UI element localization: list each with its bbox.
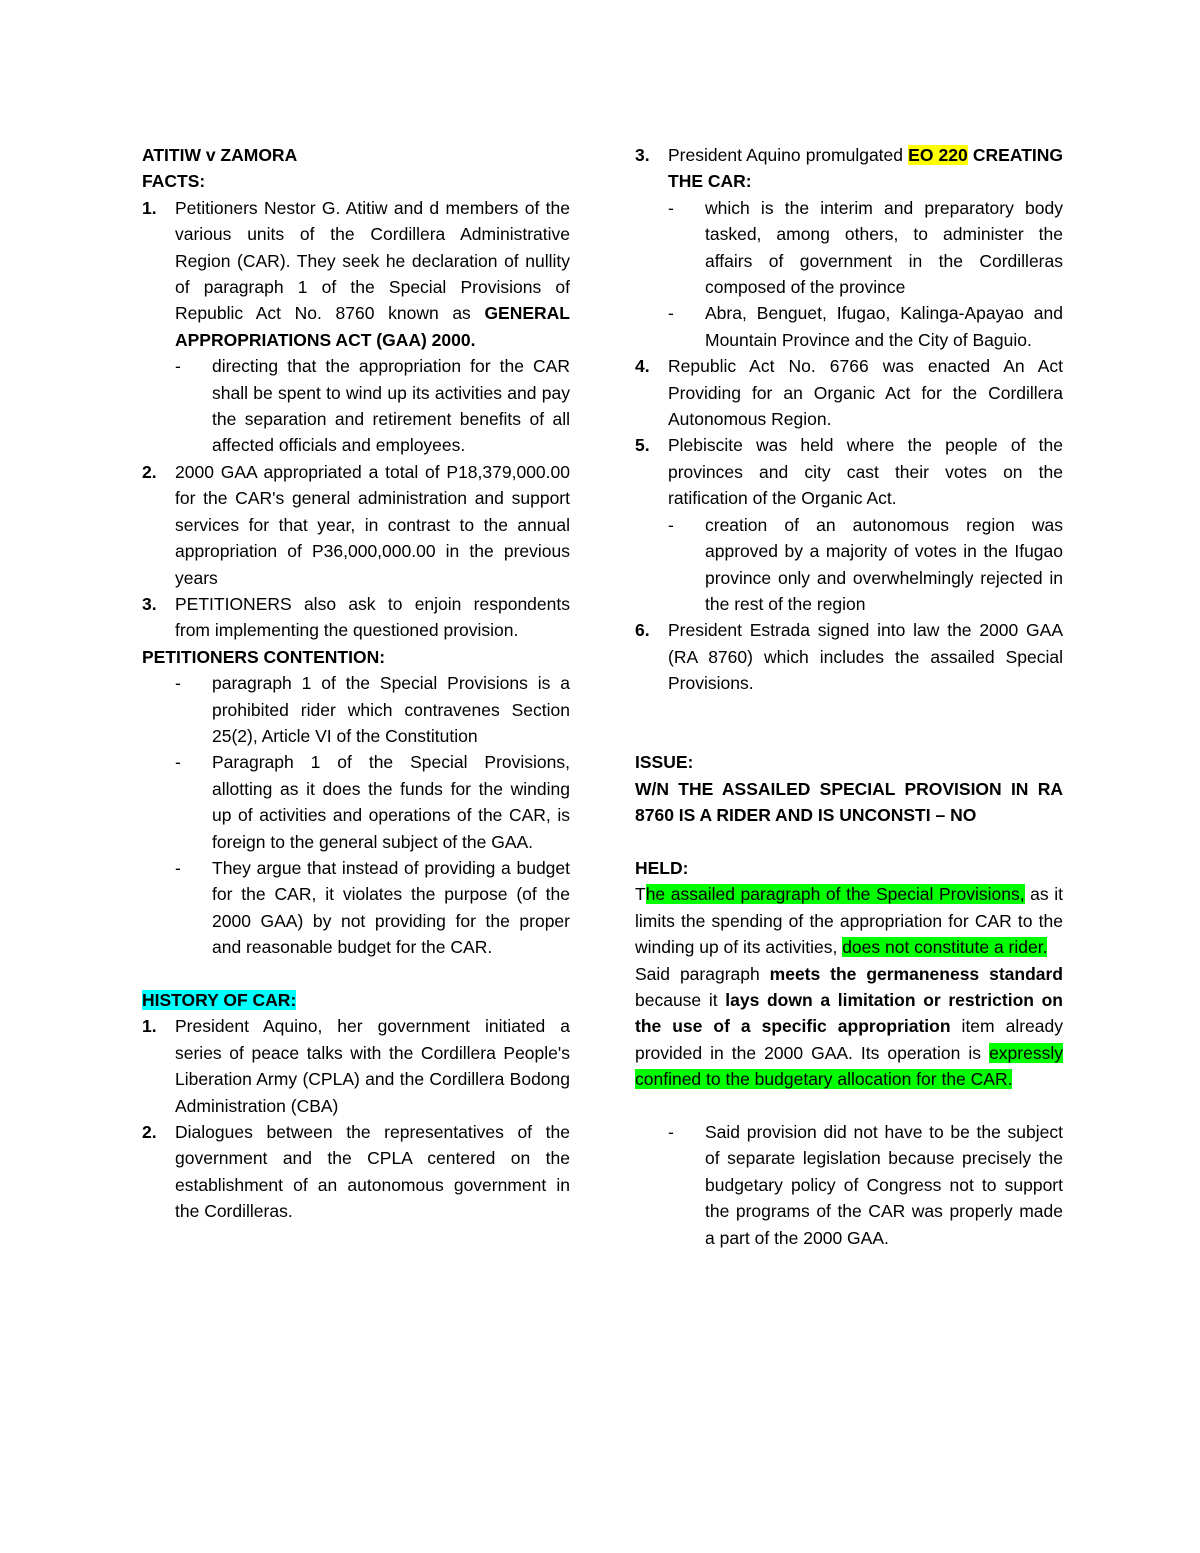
spacer xyxy=(142,961,570,987)
dash-bullet: - xyxy=(668,303,674,324)
list-number: 6. xyxy=(635,620,650,641)
contention-item xyxy=(142,855,570,961)
contention-heading: PETITIONERS CONTENTION: xyxy=(142,646,386,667)
facts-heading: FACTS: xyxy=(142,171,206,192)
fact1-sub-item xyxy=(142,353,570,459)
held-heading: HELD: xyxy=(635,857,689,878)
spacer xyxy=(635,723,1063,749)
issue-text: W/N THE ASSAILED SPECIAL PROVISION IN RA 8760 IS A RIDER AND IS UNCONSTI – NO xyxy=(635,778,1063,826)
sub-item-text: Said provision did not have to be the subject of separate legislation because precisely the budgetary policy of Congress not to support the programs of the CAR was properly made a part of the 2000 GAA. xyxy=(705,1121,1063,1248)
dash-bullet: - xyxy=(668,197,674,218)
contention-text: They argue that instead of providing a budget for the CAR, it violates the purpose (of the 2000 GAA) by not providing for the proper and reasonable budget for the CAR. xyxy=(212,857,570,958)
list-number: 1. xyxy=(142,1016,157,1037)
dash-bullet: - xyxy=(175,857,181,878)
held-text: because it xyxy=(635,989,726,1010)
item3-sub-item xyxy=(635,195,1063,301)
history-text: Dialogues between the representatives of the government and the CPLA centered on the establishment of an autonomous government in the Cordilleras. xyxy=(175,1122,570,1222)
sub-item-text: which is the interim and preparatory body tasked, among others, to administer the affairs of government in the Cordilleras composed of the province xyxy=(705,197,1063,298)
held-highlight: he assailed paragraph of the Special Provisions, xyxy=(645,884,1025,905)
right-column xyxy=(635,142,1063,1251)
eo-highlight: EO 220 xyxy=(908,145,968,165)
held-highlight: expressly confined to the budgetary allocation for the CAR. xyxy=(635,1042,1063,1090)
item3-sub-item xyxy=(635,300,1063,353)
held-paragraph-2 xyxy=(635,961,1063,1093)
list-number: 2. xyxy=(142,1122,157,1143)
history-text: Plebiscite was held where the people of the provinces and city cast their votes on the ratification of the Organic Act. xyxy=(668,435,1063,509)
contention-item xyxy=(142,670,570,749)
held-paragraph-1 xyxy=(635,881,1063,960)
history-bold-text: CREATING THE CAR: xyxy=(668,145,1063,192)
held-highlight: does not constitute a rider. xyxy=(842,937,1048,958)
held-text: item already provided in the 2000 GAA. Its operation is xyxy=(635,1016,1063,1063)
sub-item-text: directing that the appropriation for the CAR shall be spent to wind up its activities and pay the separation and retirement benefits of all affected officials and employees. xyxy=(212,356,570,456)
list-number: 3. xyxy=(635,145,650,165)
issue-heading: ISSUE: xyxy=(635,752,694,773)
spacer xyxy=(635,1093,1063,1119)
list-number: 4. xyxy=(635,356,650,377)
history-text: President Aquino, her government initiated a series of peace talks with the Cordillera People's Liberation Army (CPLA) and the Cordillera Bodong Administration (CBA) xyxy=(175,1016,570,1116)
history-item-6 xyxy=(635,617,1063,696)
spacer xyxy=(635,697,1063,723)
history-item-3 xyxy=(635,142,1063,195)
history-item-2 xyxy=(142,1119,570,1225)
dash-bullet: - xyxy=(175,673,181,694)
list-number: 3. xyxy=(142,593,157,614)
contention-text: paragraph 1 of the Special Provisions is a prohibited rider which contravenes Section 25(2), Article VI of the Constitution xyxy=(212,673,570,746)
list-number: 5. xyxy=(635,435,650,456)
fact-text: Petitioners Nestor G. Atitiw and d members of the various units of the Cordillera Administrative Region (CAR). They seek he declaration of nullity of paragraph 1 of the Special Provisions of Republic Act No. 8760 known as xyxy=(175,197,570,324)
item5-sub-item xyxy=(635,512,1063,618)
history-heading xyxy=(142,987,570,1013)
fact-item-3 xyxy=(142,591,570,644)
held-sub-item xyxy=(635,1119,1063,1251)
held-text: as it limits the spending of the appropriation for CAR to the winding up of its activities, xyxy=(635,884,1063,958)
history-text: Republic Act No. 6766 was enacted An Act Providing for an Organic Act for the Cordillera Autonomous Region. xyxy=(668,356,1063,430)
list-number: 2. xyxy=(142,461,157,482)
held-text: Said paragraph xyxy=(635,963,770,984)
dash-bullet: - xyxy=(668,514,674,535)
history-text: President Estrada signed into law the 2000 GAA (RA 8760) which includes the assailed Special Provisions. xyxy=(668,620,1063,694)
left-column xyxy=(142,142,570,1225)
held-text: T xyxy=(635,884,646,905)
list-number: 1. xyxy=(142,197,157,218)
spacer xyxy=(635,829,1063,855)
history-item-4 xyxy=(635,353,1063,432)
history-item-1 xyxy=(142,1013,570,1119)
case-title: ATITIW v ZAMORA xyxy=(142,145,298,165)
held-bold: meets the germaneness standard xyxy=(769,963,1063,984)
fact-item-1 xyxy=(142,195,570,353)
fact-period: . xyxy=(470,329,476,350)
history-item-5 xyxy=(635,432,1063,511)
contention-item xyxy=(142,749,570,855)
fact-text: 2000 GAA appropriated a total of P18,379,000.00 for the CAR's general administration and support services for that year, in contrast to the annual appropriation of P36,000,000.00 in the previous years xyxy=(175,461,570,588)
fact-item-2 xyxy=(142,459,570,591)
history-heading-text: HISTORY OF CAR: xyxy=(142,989,297,1010)
sub-item-text: Abra, Benguet, Ifugao, Kalinga-Apayao and Mountain Province and the City of Baguio. xyxy=(705,303,1063,350)
fact-bold-text: GENERAL APPROPRIATIONS ACT (GAA) 2000 xyxy=(175,303,570,350)
dash-bullet: - xyxy=(175,752,181,773)
fact-text: PETITIONERS also ask to enjoin respondents from implementing the questioned provision. xyxy=(175,593,570,641)
dash-bullet: - xyxy=(175,356,181,377)
history-text: President Aquino promulgated xyxy=(668,145,909,165)
contention-text: Paragraph 1 of the Special Provisions, allotting as it does the funds for the winding up of activities and operations of the CAR, is foreign to the general subject of the GAA. xyxy=(212,752,570,852)
held-bold: lays down a limitation or restriction on the use of a specific appropriation xyxy=(635,989,1063,1037)
sub-item-text: creation of an autonomous region was approved by a majority of votes in the Ifugao province only and overwhelmingly rejected in the rest of the region xyxy=(705,514,1063,614)
dash-bullet: - xyxy=(668,1121,674,1142)
